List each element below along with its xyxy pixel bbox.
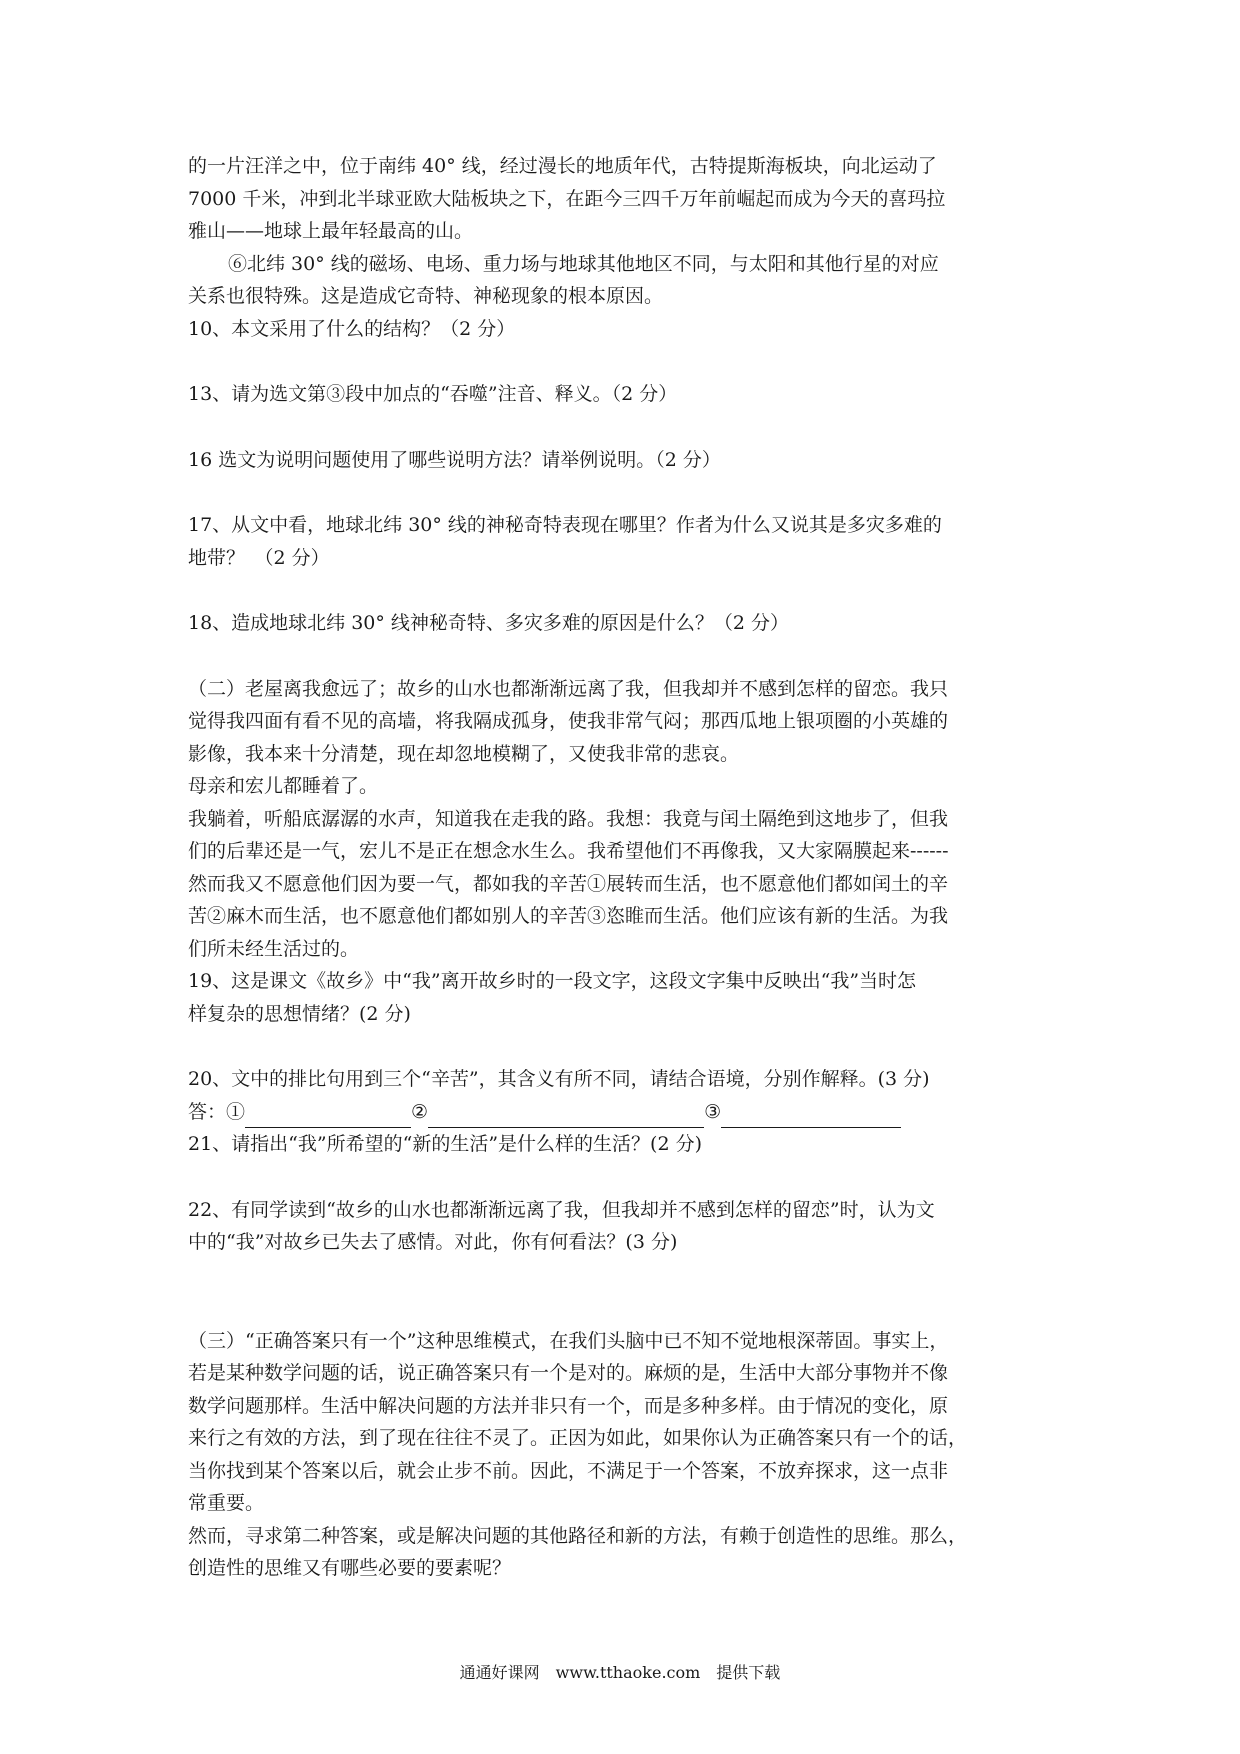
- question-20: 20、文中的排比句用到三个“辛苦”，其含义有所不同，请结合语境，分别作解释。(3 分): [188, 1068, 930, 1090]
- passage-line: （三）“正确答案只有一个”这种思维模式，在我们头脑中已不知不觉地根深蒂固。事实上，: [188, 1329, 949, 1352]
- question-21: 21、请指出“我”所希望的“新的生活”是什么样的生活？(2 分): [188, 1133, 702, 1155]
- question-22-cont: 中的“我”对故乡已失去了感情。对此，你有何看法？(3 分): [188, 1231, 678, 1253]
- passage-line: 们所未经生活过的。: [188, 937, 360, 960]
- question-18: 18、造成地球北纬 30° 线神秘奇特、多灾多难的原因是什么？（2 分）: [188, 612, 790, 634]
- passage-line: 当你找到某个答案以后，就会止步不前。因此，不满足于一个答案，不放弃探求，这一点非: [188, 1459, 949, 1482]
- answer-space[interactable]: [188, 640, 1058, 673]
- question-10: 10、本文采用了什么的结构？（2 分）: [188, 317, 516, 340]
- passage-2: [188, 673, 1058, 966]
- passage-line: ⑥北纬 30° 线的磁场、电场、重力场与地球其他地区不同，与太阳和其他行星的对应: [228, 252, 939, 275]
- answer-space[interactable]: [188, 411, 1058, 444]
- document-body: [188, 150, 1058, 1585]
- answer-blank-3[interactable]: [721, 1105, 901, 1128]
- page-footer: 通通好课网 www.tthaoke.com 提供下载: [459, 1663, 781, 1682]
- question-19-cont: 样复杂的思想情绪？(2 分): [188, 1002, 411, 1025]
- passage-line: 影像，我本来十分清楚，现在却忽地模糊了，又使我非常的悲哀。: [188, 742, 740, 765]
- passage-line: 我躺着，听船底潺潺的水声，知道我在走我的路。我想：我竟与闰土隔绝到这地步了，但我: [188, 807, 949, 830]
- answer-space[interactable]: [188, 476, 1058, 509]
- passage-line: 常重要。: [188, 1492, 265, 1514]
- answer-space[interactable]: [188, 1030, 1058, 1063]
- passage-line: 若是某种数学问题的话，说正确答案只有一个是对的。麻烦的是，生活中大部分事物并不像: [188, 1362, 949, 1384]
- answer-space[interactable]: [188, 574, 1058, 607]
- blank-marker-3: ③: [704, 1100, 722, 1123]
- answer-blanks-row: [188, 1096, 1058, 1129]
- question-17-cont: 地带？ （2 分）: [188, 546, 330, 569]
- question-17: 17、从文中看，地球北纬 30° 线的神秘奇特表现在哪里？作者为什么又说其是多灾多难的: [188, 514, 942, 536]
- passage-line: 雅山——地球上最年轻最高的山。: [188, 220, 474, 242]
- question-13: 13、请为选文第③段中加点的“吞噬”注音、释义。（2 分）: [188, 383, 678, 405]
- answer-space[interactable]: [188, 345, 1058, 378]
- blank-marker-2: ②: [411, 1100, 429, 1123]
- question-22: 22、有同学读到“故乡的山水也都渐渐远离了我，但我却并不感到怎样的留恋”时，认为文: [188, 1198, 935, 1221]
- passage-line: 数学问题那样。生活中解决问题的方法并非只有一个，而是多种多样。由于情况的变化，原: [188, 1394, 949, 1417]
- question-16: 16 选文为说明问题使用了哪些说明方法？请举例说明。（2 分）: [188, 448, 721, 471]
- answer-blank-2[interactable]: [428, 1105, 704, 1128]
- passage-line: 觉得我四面有看不见的高墙，将我隔成孤身，使我非常气闷；那西瓜地上银项圈的小英雄的: [188, 710, 949, 732]
- passage-1: [188, 150, 1058, 313]
- passage-line: 然而我又不愿意他们因为要一气，都如我的辛苦①展转而生活，也不愿意他们都如闰土的辛: [188, 872, 949, 895]
- passage-line: 们的后辈还是一气，宏儿不是正在想念水生么。我希望他们不再像我，又大家隔膜起来------: [188, 840, 949, 862]
- passage-3: [188, 1325, 1058, 1585]
- passage-line: 苦②麻木而生活，也不愿意他们都如别人的辛苦③恣睢而生活。他们应该有新的生活。为我: [188, 905, 949, 927]
- passage-line: 来行之有效的方法，到了现在往往不灵了。正因为如此，如果你认为正确答案只有一个的话，: [188, 1427, 968, 1449]
- answer-space[interactable]: [188, 1259, 1058, 1325]
- answer-space[interactable]: [188, 1161, 1058, 1194]
- passage-line: 创造性的思维又有哪些必要的要素呢？: [188, 1557, 512, 1579]
- answer-blank-1[interactable]: [245, 1105, 411, 1128]
- question-19: 19、这是课文《故乡》中“我”离开故乡时的一段文字，这段文字集中反映出“我”当时怎: [188, 970, 917, 992]
- answer-label: 答：: [188, 1100, 227, 1123]
- passage-line: 然而，寻求第二种答案，或是解决问题的其他路径和新的方法，有赖于创造性的思维。那么，: [188, 1524, 968, 1547]
- passage-line: 7000 千米，冲到北半球亚欧大陆板块之下，在距今三四千万年前崛起而成为今天的喜玛拉: [188, 187, 946, 210]
- passage-line: 关系也很特殊。这是造成它奇特、神秘现象的根本原因。: [188, 285, 664, 307]
- passage-line: 的一片汪洋之中，位于南纬 40° 线，经过漫长的地质年代，古特提斯海板块，向北运动了: [188, 155, 937, 177]
- passage-line: 母亲和宏儿都睡着了。: [188, 775, 379, 797]
- passage-line: （二）老屋离我愈远了；故乡的山水也都渐渐远离了我，但我却并不感到怎样的留恋。我只: [188, 677, 949, 700]
- blank-marker-1: ①: [226, 1100, 246, 1123]
